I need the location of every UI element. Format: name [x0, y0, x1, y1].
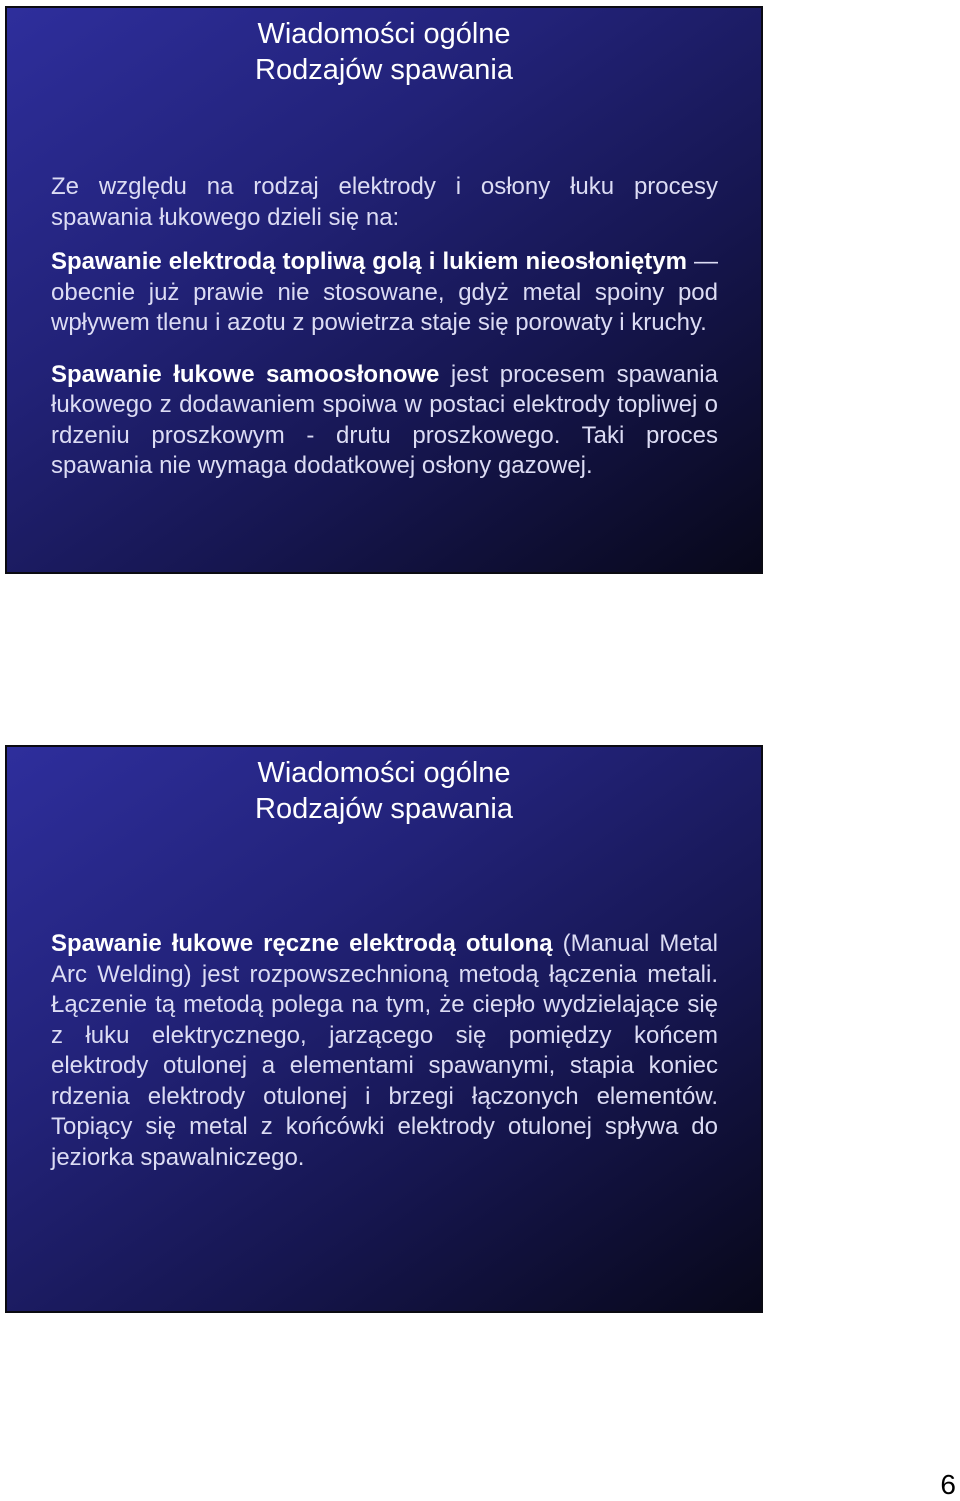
paragraph-self-shielded: [51, 360, 718, 482]
paragraph-intro: [51, 172, 718, 233]
title-line-1: Wiadomości ogólne: [257, 757, 511, 789]
title-line-1: Wiadomości ogólne: [257, 18, 511, 50]
paragraph-term: Spawanie łukowe ręczne elektrodą otuloną: [51, 930, 553, 957]
paragraph-mma: [51, 929, 718, 1173]
paragraph-term: Spawanie elektrodą topliwą golą i lukiem nieosłoniętym: [51, 248, 687, 275]
slide-title: [7, 16, 761, 88]
slide-title: [7, 755, 761, 827]
slide-1: [5, 6, 763, 574]
title-line-2: Rodzajów spawania: [255, 54, 513, 86]
paragraph-bare-electrode: [51, 247, 718, 339]
paragraph-text: — obecnie już prawie nie stosowane, gdyż metal spoiny pod wpływem tlenu i azotu z powietrza staje się porowaty i kruchy.: [51, 248, 718, 336]
paragraph-term: Spawanie łukowe samoosłonowe: [51, 360, 440, 388]
paragraph-text: jest procesem spawania łukowego z dodawaniem spoiwa w postaci elektrody topliwej o rdzeniu proszkowym - drutu proszkowego. Taki proces spawania nie wymaga dodatkowej osłony gazowej.: [51, 360, 718, 479]
slide-body: [51, 172, 718, 482]
page-number: 6: [940, 1469, 956, 1500]
title-line-2: Rodzajów spawania: [255, 793, 513, 825]
slide-2: [5, 745, 763, 1313]
paragraph-text: (Manual Metal Arc Welding) jest rozpowszechnioną metodą łączenia metali. Łączenie tą metodą polega na tym, że ciepło wydzielające się z łuku elektrycznego, jarzącego się pomiędzy końcem elektrody otulonej a elementami spawanymi, stapia koniec rdzenia elektrody otulonej i brzegi łączonych elementów. Topiący się metal z końcówki elektrody otulonej spływa do jeziorka spawalniczego.: [51, 930, 719, 1171]
slide-body: [51, 929, 718, 1173]
paragraph-text: Ze względu na rodzaj elektrody i osłony łuku procesy spawania łukowego dzieli się na:: [51, 173, 718, 231]
